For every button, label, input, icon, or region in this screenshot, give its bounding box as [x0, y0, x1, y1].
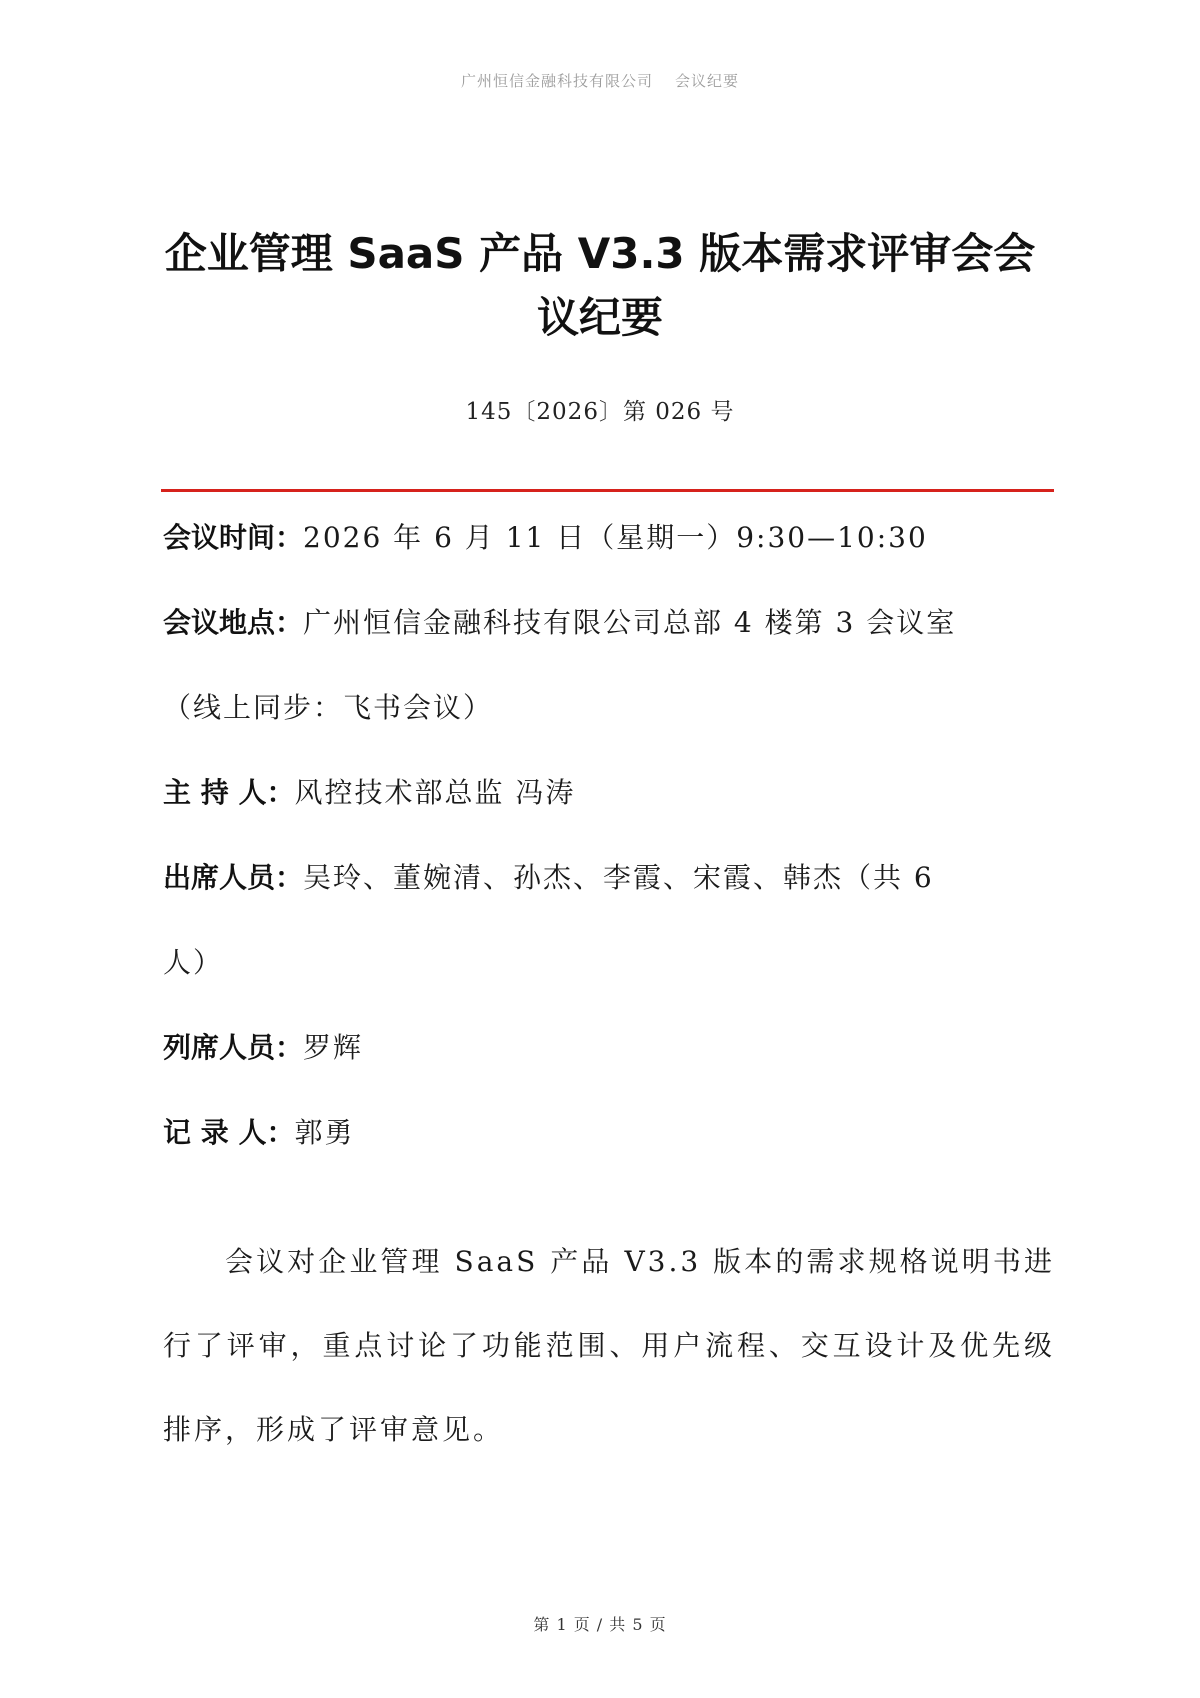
- meeting-time-label: 会议时间：: [163, 521, 304, 554]
- page-footer: 第 1 页 / 共 5 页: [533, 1615, 667, 1634]
- page-header: [0, 70, 1200, 91]
- meeting-location-label: 会议地点：: [163, 606, 304, 639]
- document-number: 145〔2026〕第 026 号: [465, 399, 735, 425]
- header-doc-type: 会议纪要: [675, 72, 740, 90]
- recorder-line: [163, 1113, 1055, 1153]
- attendees-line: [163, 858, 1055, 898]
- red-divider: [161, 489, 1054, 492]
- meeting-location-line: [163, 603, 1055, 643]
- attendees-value: 吴玲、董婉清、孙杰、李霞、宋霞、韩杰（共 6: [303, 861, 934, 894]
- observers-value: 罗辉: [303, 1031, 364, 1064]
- host-line: [163, 773, 1055, 813]
- attendees-value-cont: 人）: [163, 946, 224, 979]
- body-paragraph: 会议对企业管理 SaaS 产品 V3.3 版本的需求规格说明书进行了评审，重点讨论了功能范围、用户流程、交互设计及优先级排序，形成了评审意见。: [163, 1245, 1055, 1446]
- meeting-time-value: 2026 年 6 月 11 日（星期一）9:30—10:30: [303, 521, 928, 554]
- meeting-location-value: 广州恒信金融科技有限公司总部 4 楼第 3 会议室: [303, 606, 957, 639]
- attendees-label: 出席人员：: [163, 861, 304, 894]
- recorder-label: 记 录 人：: [163, 1116, 295, 1149]
- observers-line: [163, 1028, 1055, 1068]
- host-label: 主 持 人：: [163, 776, 295, 809]
- document-title: 企业管理 SaaS 产品 V3.3 版本需求评审会会议纪要: [164, 229, 1036, 342]
- meeting-location-line-2: [163, 688, 1055, 728]
- header-company: 广州恒信金融科技有限公司: [460, 72, 653, 90]
- attendees-line-2: [163, 943, 1055, 983]
- host-value: 风控技术部总监 冯涛: [294, 776, 576, 809]
- meeting-location-value-cont: （线上同步：飞书会议）: [163, 691, 494, 724]
- meeting-time-line: [163, 518, 1055, 558]
- recorder-value: 郭勇: [294, 1116, 355, 1149]
- observers-label: 列席人员：: [163, 1031, 304, 1064]
